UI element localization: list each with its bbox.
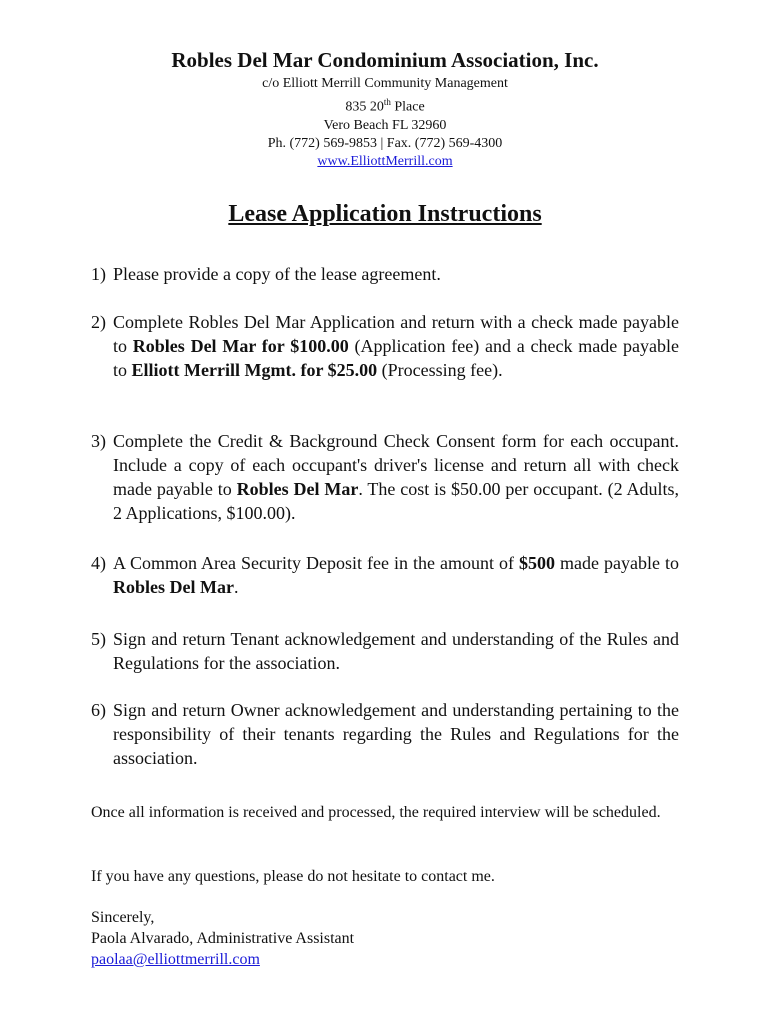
item-number: 6) bbox=[91, 700, 106, 720]
item-number: 4) bbox=[91, 553, 106, 573]
item-text: Please provide a copy of the lease agreement. bbox=[113, 264, 441, 284]
bold-payee: Robles Del Mar bbox=[113, 577, 234, 597]
item-number: 2) bbox=[91, 312, 106, 332]
page-title: Lease Application Instructions bbox=[228, 201, 542, 227]
instruction-item-3 bbox=[91, 429, 679, 525]
bold-amount: $500 bbox=[519, 553, 556, 573]
instruction-item-4 bbox=[91, 551, 679, 599]
item-text: Sign and return Owner acknowledgement and understanding pertaining to the responsibility of their tenants regarding the Rules and Regulations for the association. bbox=[113, 700, 679, 768]
care-of-line: c/o Elliott Merrill Community Management bbox=[262, 76, 508, 91]
questions-note: If you have any questions, please do not hesitate to contact me. bbox=[91, 868, 495, 885]
item-text: Complete the Credit & Background Check Consent form for each occupant. Include a copy of each occupant's driver's license and return all with check made payable to Robles Del Mar. The cost is $50.00 per occupant. (2 Adults, 2 Applications, $100.00). bbox=[113, 431, 679, 523]
street-address bbox=[0, 93, 770, 117]
item-number: 3) bbox=[91, 431, 106, 451]
item-text: A Common Area Security Deposit fee in the amount of $500 made payable to Robles Del Mar. bbox=[113, 553, 680, 597]
org-name: Robles Del Mar Condominium Association, Inc. bbox=[171, 48, 599, 72]
bold-payee: Robles Del Mar for $100.00 bbox=[132, 336, 349, 356]
website-link[interactable]: www.ElliottMerrill.com bbox=[317, 153, 453, 169]
item-number: 5) bbox=[91, 629, 106, 649]
street-number: 835 20 bbox=[345, 99, 384, 115]
instruction-item-1 bbox=[91, 262, 679, 286]
street-suffix: th bbox=[383, 97, 391, 107]
item-text: Complete Robles Del Mar Application and return with a check made payable to Robles Del Mar for $100.00 (Application fee) and a check made payable to Elliott Merrill Mgmt. for $25.00 (Processing fee). bbox=[113, 312, 679, 380]
bold-payee: Elliott Merrill Mgmt. for $25.00 bbox=[131, 360, 378, 380]
interview-note: Once all information is received and processed, the required interview will be scheduled. bbox=[91, 804, 661, 821]
signer-name: Paola Alvarado, Administrative Assistant bbox=[91, 930, 355, 947]
street-name: Place bbox=[390, 99, 425, 115]
city-line: Vero Beach FL 32960 bbox=[323, 117, 447, 133]
phone-fax-line: Ph. (772) 569-9853 | Fax. (772) 569-4300 bbox=[267, 135, 503, 151]
instruction-item-6 bbox=[91, 698, 679, 770]
item-text: Sign and return Tenant acknowledgement and understanding of the Rules and Regulations for the association. bbox=[113, 629, 679, 673]
bold-payee: Robles Del Mar bbox=[236, 479, 359, 499]
instruction-item-2 bbox=[91, 310, 679, 382]
sign-off: Sincerely, bbox=[91, 909, 155, 926]
item-number: 1) bbox=[91, 264, 106, 284]
email-link[interactable]: paolaa@elliottmerrill.com bbox=[91, 951, 260, 968]
instruction-item-5 bbox=[91, 627, 679, 675]
letterhead bbox=[0, 46, 770, 171]
